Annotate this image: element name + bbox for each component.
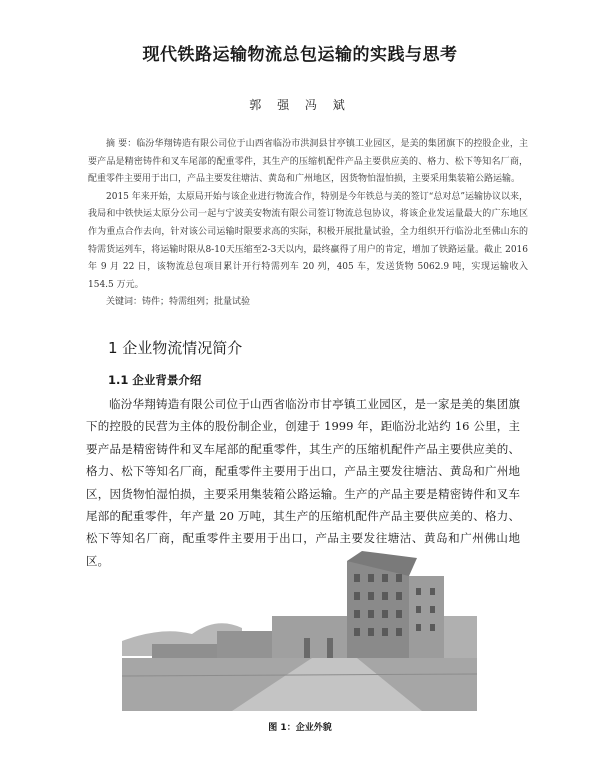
figure-caption: 图 1：企业外貌 — [268, 723, 332, 733]
abstract-paragraph: 摘 要：临汾华翔铸造有限公司位于山西省临汾市洪洞县甘亭镇工业园区，是美的集团旗下的控股企业，主要产品是精密铸件和叉车尾部的配重零件，其生产的压缩机配件产品主要供应美的、格力、松下等知名厂商，配重零件主要用于出口，产品主要发往塘沽、黄岛和广州地区，因货物怕湿怕损，主要采用集装箱公路运输。 — [88, 139, 528, 185]
paper-title: 现代铁路运输物流总包运输的实践与思考 — [142, 45, 458, 65]
body-paragraph: 临汾华翔铸造有限公司位于山西省临汾市甘亭镇工业园区，是一家是美的集团旗下的控股的民营为主体的股份制企业，创建于 1999 年，距临汾北站约 16 公里，主要产品是精密铸件和叉车尾部的配重零件，其生产的压缩机配件产品主要供应美的、格力、松下等知名厂商，配重零件主要用于出口，产品主要发往塘沽、黄岛和广州地区，因货物怕湿怕损，主要采用集装箱公路运输。生产的产品主要是精密铸件和叉车尾部的配重零件，年产量 20 万吨，其生产的压缩机配件产品主要供应美的、格力、松下等知名厂商，配重零件主要用于出口，产品主要发往塘沽、黄岛和广州佛山地区。 — [86, 397, 520, 568]
paper-authors: 郭 强 冯 斌 — [249, 98, 351, 112]
subsection-heading: 1.1 企业背景介绍 — [108, 373, 202, 387]
factory-photo — [122, 546, 477, 711]
abstract-paragraph: 2015 年来开始，太原局开始与该企业进行物流合作，特别是今年铁总与美的签订“总对总”运输协议以来，我局和中铁快运太原分公司一起与宁波美安物流有限公司签订物流总包协议，将该企业发运量最大的广东地区作为重点合作去向，针对该公司运输时限要求高的实际，积极开展批量试验，全力组织开行临汾北至佛山东的特需货运列车，将运输时限从8-10天压缩至2-3天以内，最终赢得了用户的肯定，增加了铁路运量。截止 2016 年 9 月 22 日，该物流总包项目累计开行特需列车 20 列，405 车，发送货物 5062.9 吨，实现运输收入 154.5 万元。 — [88, 191, 528, 290]
keywords: 关键词：铸件；特需组列；批量试验 — [106, 297, 251, 308]
abstract — [88, 136, 528, 312]
section-heading: 1 企业物流情况简介 — [108, 339, 243, 357]
